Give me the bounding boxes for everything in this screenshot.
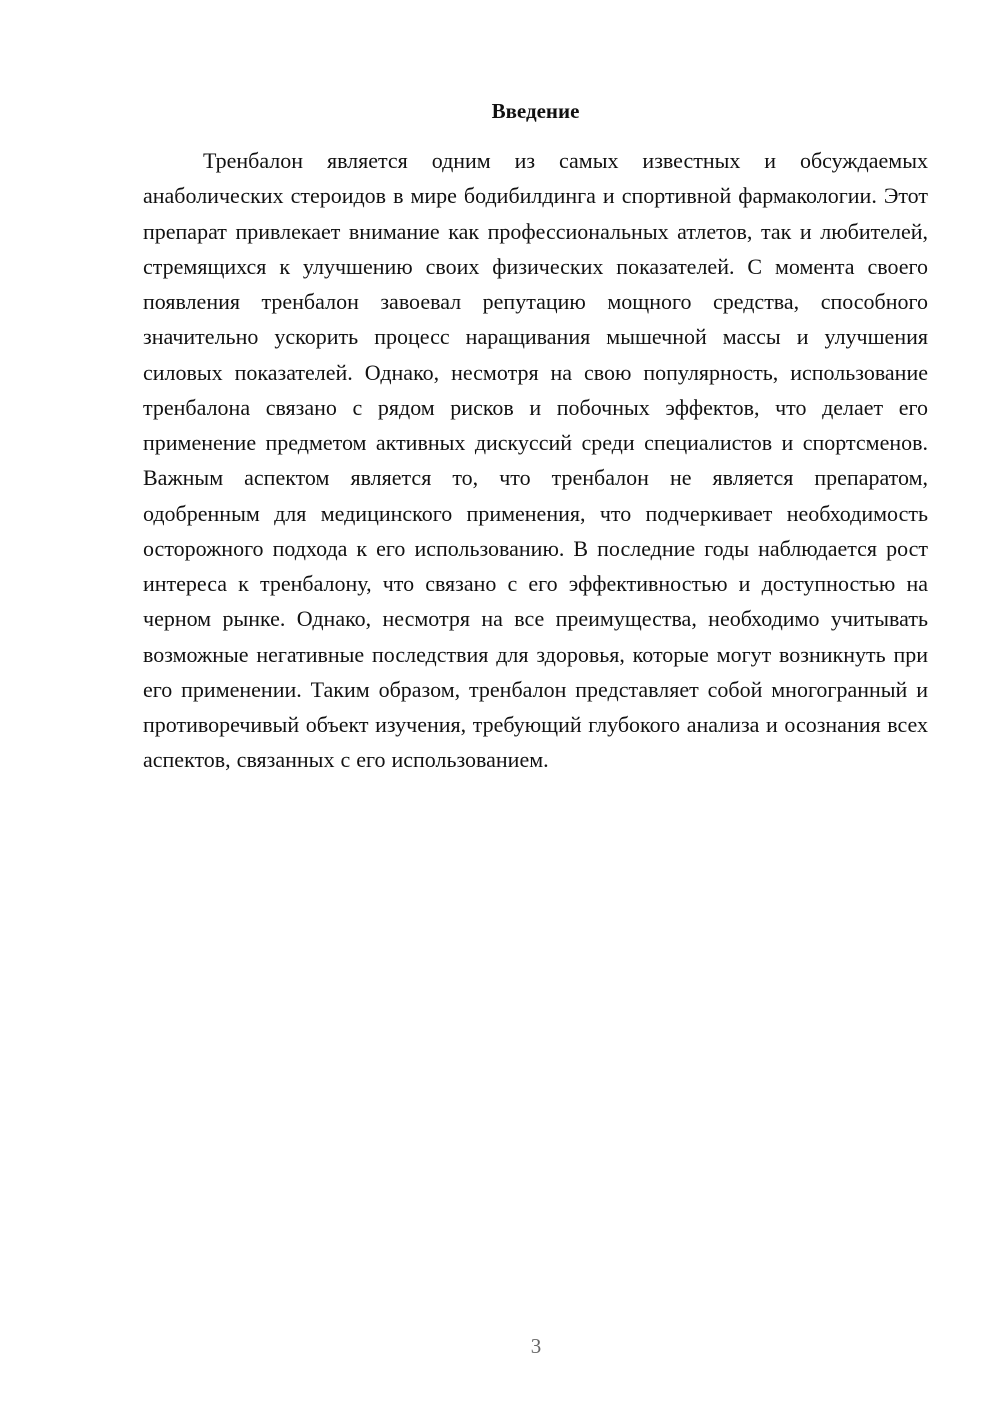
body-paragraph: Тренбалон является одним из самых известных и обсуждаемых анаболических стероидов в мире бодибилдинга и спортивной фармакологии. Этот препарат привлекает внимание как профессиональных атлетов, так и любителей, стремящихся к улучшению своих физических показателей. С момента своего появления тренбалон завоевал репутацию мощного средства, способного значительно ускорить процесс наращивания мышечной массы и улучшения силовых показателей. Однако, несмотря на свою популярность, использование тренбалона связано с рядом рисков и побочных эффектов, что делает его применение предметом активных дискуссий среди специалистов и спортсменов. Важным аспектом является то, что тренбалон не является препаратом, одобренным для медицинского применения, что подчеркивает необходимость осторожного подхода к его использованию. В последние годы наблюдается рост интереса к тренбалону, что связано с его эффективностью и доступностью на черном рынке. Однако, несмотря на все преимущества, необходимо учитывать возможные негативные последствия для здоровья, которые могут возникнуть при его применении. Таким образом, тренбалон представляет собой многогранный и противоречивый объект изучения, требующий глубокого анализа и осознания всех аспектов, связанных с его использованием.: [143, 148, 928, 773]
page-number: 3: [530, 1334, 542, 1358]
section-heading: Введение: [491, 99, 580, 123]
